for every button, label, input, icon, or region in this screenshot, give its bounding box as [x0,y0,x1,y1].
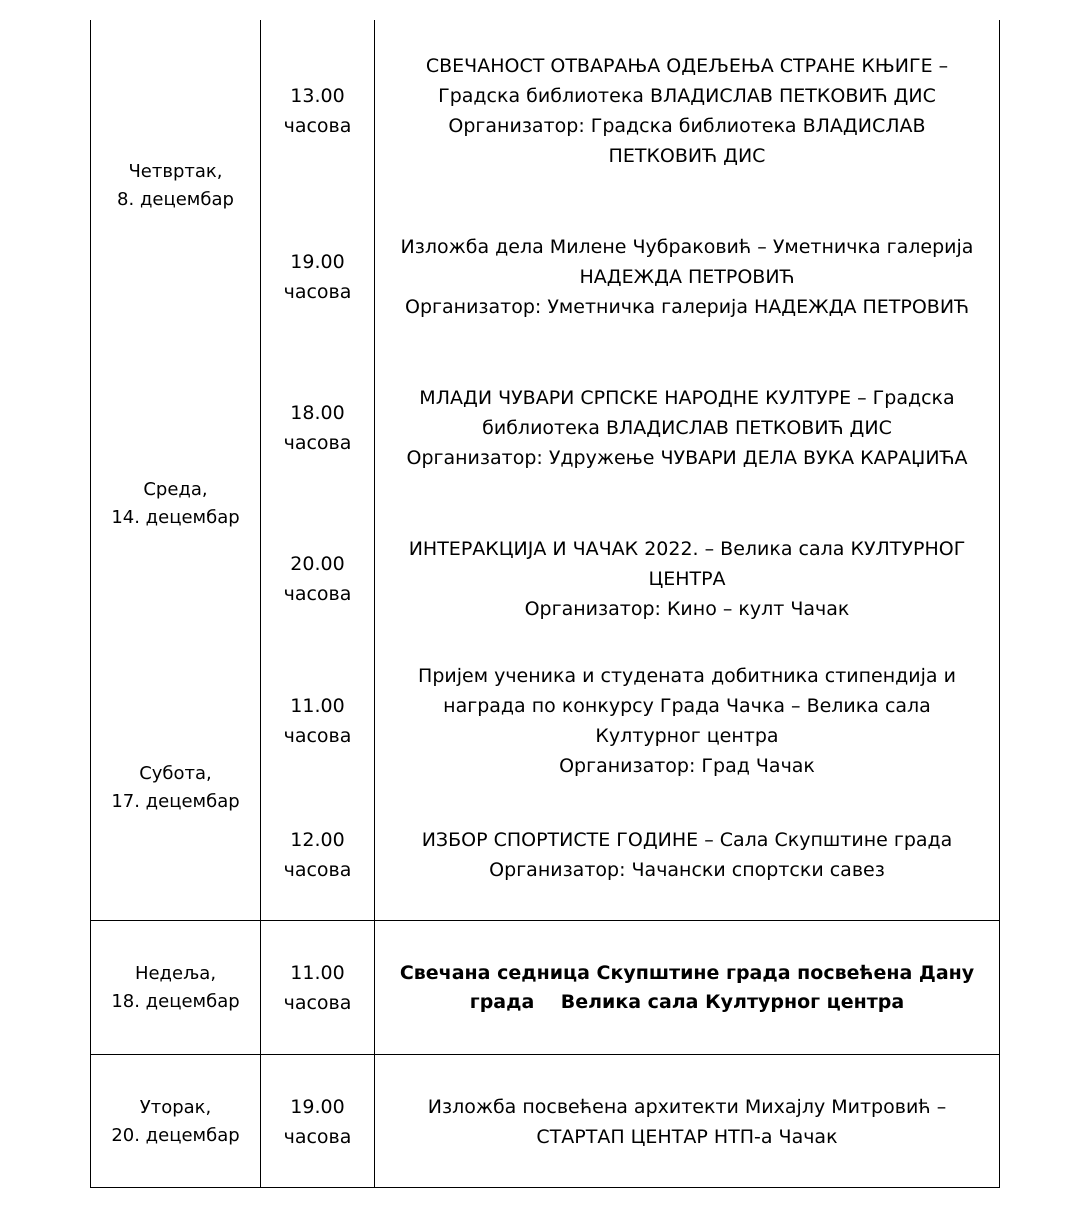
time-cell [261,1092,374,1152]
event-line: НАДЕЖДА ПЕТРОВИЋ [579,266,795,288]
table-right-border [999,20,1000,1188]
time-cell [261,81,374,141]
event-description [375,661,999,781]
row-border [90,920,1000,921]
event-line: града Велика сала Културног центра [469,991,905,1013]
day-cell [91,960,260,1016]
event-time: 11.00 [290,695,345,717]
event-line: Културног центра [595,725,779,747]
event-line: награда по конкурсу Града Чачка – Велика сала [443,695,931,717]
event-line: Организатор: Удружење ЧУВАРИ ДЕЛА ВУКА КАРАЏИЋА [406,447,968,469]
day-cell [91,158,260,214]
day-cell [91,1094,260,1150]
day-name: Четвртак, [128,161,223,182]
event-time: 11.00 [290,962,345,984]
day-date: 18. децембар [111,991,240,1012]
time-unit: часова [283,859,352,881]
event-line: Организатор: Град Чачак [559,755,815,777]
event-description [375,51,999,171]
time-unit: часова [283,1126,352,1148]
time-cell [261,398,374,458]
row-border [90,1054,1000,1055]
time-unit: часова [283,725,352,747]
event-line: МЛАДИ ЧУВАРИ СРПСКЕ НАРОДНЕ КУЛТУРЕ – Градска [419,387,955,409]
event-description-highlighted [375,959,999,1017]
time-cell [261,247,374,307]
time-unit: часова [283,583,352,605]
event-line: Изложба дела Милене Чубраковић – Уметничка галерија [400,236,974,258]
event-line: ПЕТКОВИЋ ДИС [608,145,766,167]
event-line: ИНТЕРАКЦИЈА И ЧАЧАК 2022. – Велика сала КУЛТУРНОГ [408,538,966,560]
day-cell [91,760,260,816]
event-description [375,534,999,624]
event-line: ЦЕНТРА [648,568,726,590]
day-cell [91,476,260,532]
day-name: Субота, [139,763,212,784]
time-unit: часова [283,281,352,303]
event-line: СВЕЧАНОСТ ОТВАРАЊА ОДЕЉЕЊА СТРАНЕ КЊИГЕ – [425,55,949,77]
time-cell [261,958,374,1018]
event-time: 19.00 [290,1096,345,1118]
event-line: ИЗБОР СПОРТИСТЕ ГОДИНЕ – Сала Скупштине града [421,829,953,851]
event-time: 19.00 [290,251,345,273]
event-description [375,1092,999,1152]
event-description [375,825,999,885]
event-line: СТАРТАП ЦЕНТАР НТП-а Чачак [536,1126,838,1148]
event-line: библиотека ВЛАДИСЛАВ ПЕТКОВИЋ ДИС [482,417,892,439]
day-date: 14. децембар [111,507,240,528]
time-cell [261,691,374,751]
time-unit: часова [283,992,352,1014]
event-time: 20.00 [290,553,345,575]
event-description [375,232,999,322]
event-line: Свечана седница Скупштине града посвећена Дану [399,962,975,984]
time-unit: часова [283,432,352,454]
event-line: Организатор: Чачански спортски савез [489,859,885,881]
day-date: 20. децембар [111,1125,240,1146]
day-date: 17. децембар [111,791,240,812]
day-name: Среда, [143,479,208,500]
day-name: Недеља, [134,963,217,984]
event-time: 13.00 [290,85,345,107]
event-description [375,383,999,473]
time-cell [261,549,374,609]
event-line: Организатор: Уметничка галерија НАДЕЖДА ПЕТРОВИЋ [405,296,969,318]
event-line: Организатор: Градска библиотека ВЛАДИСЛАВ [448,115,926,137]
event-time: 12.00 [290,829,345,851]
time-cell [261,825,374,885]
event-line: Изложба посвећена архитекти Михајлу Митровић – [427,1096,947,1118]
event-time: 18.00 [290,402,345,424]
day-name: Уторак, [139,1097,212,1118]
time-unit: часова [283,115,352,137]
table-bottom-border [90,1187,1000,1188]
event-line: Организатор: Кино – култ Чачак [524,598,850,620]
event-line: Градска библиотека ВЛАДИСЛАВ ПЕТКОВИЋ ДИС [438,85,936,107]
day-date: 8. децембар [117,189,234,210]
event-line: Пријем ученика и студената добитника стипендија и [418,665,956,687]
